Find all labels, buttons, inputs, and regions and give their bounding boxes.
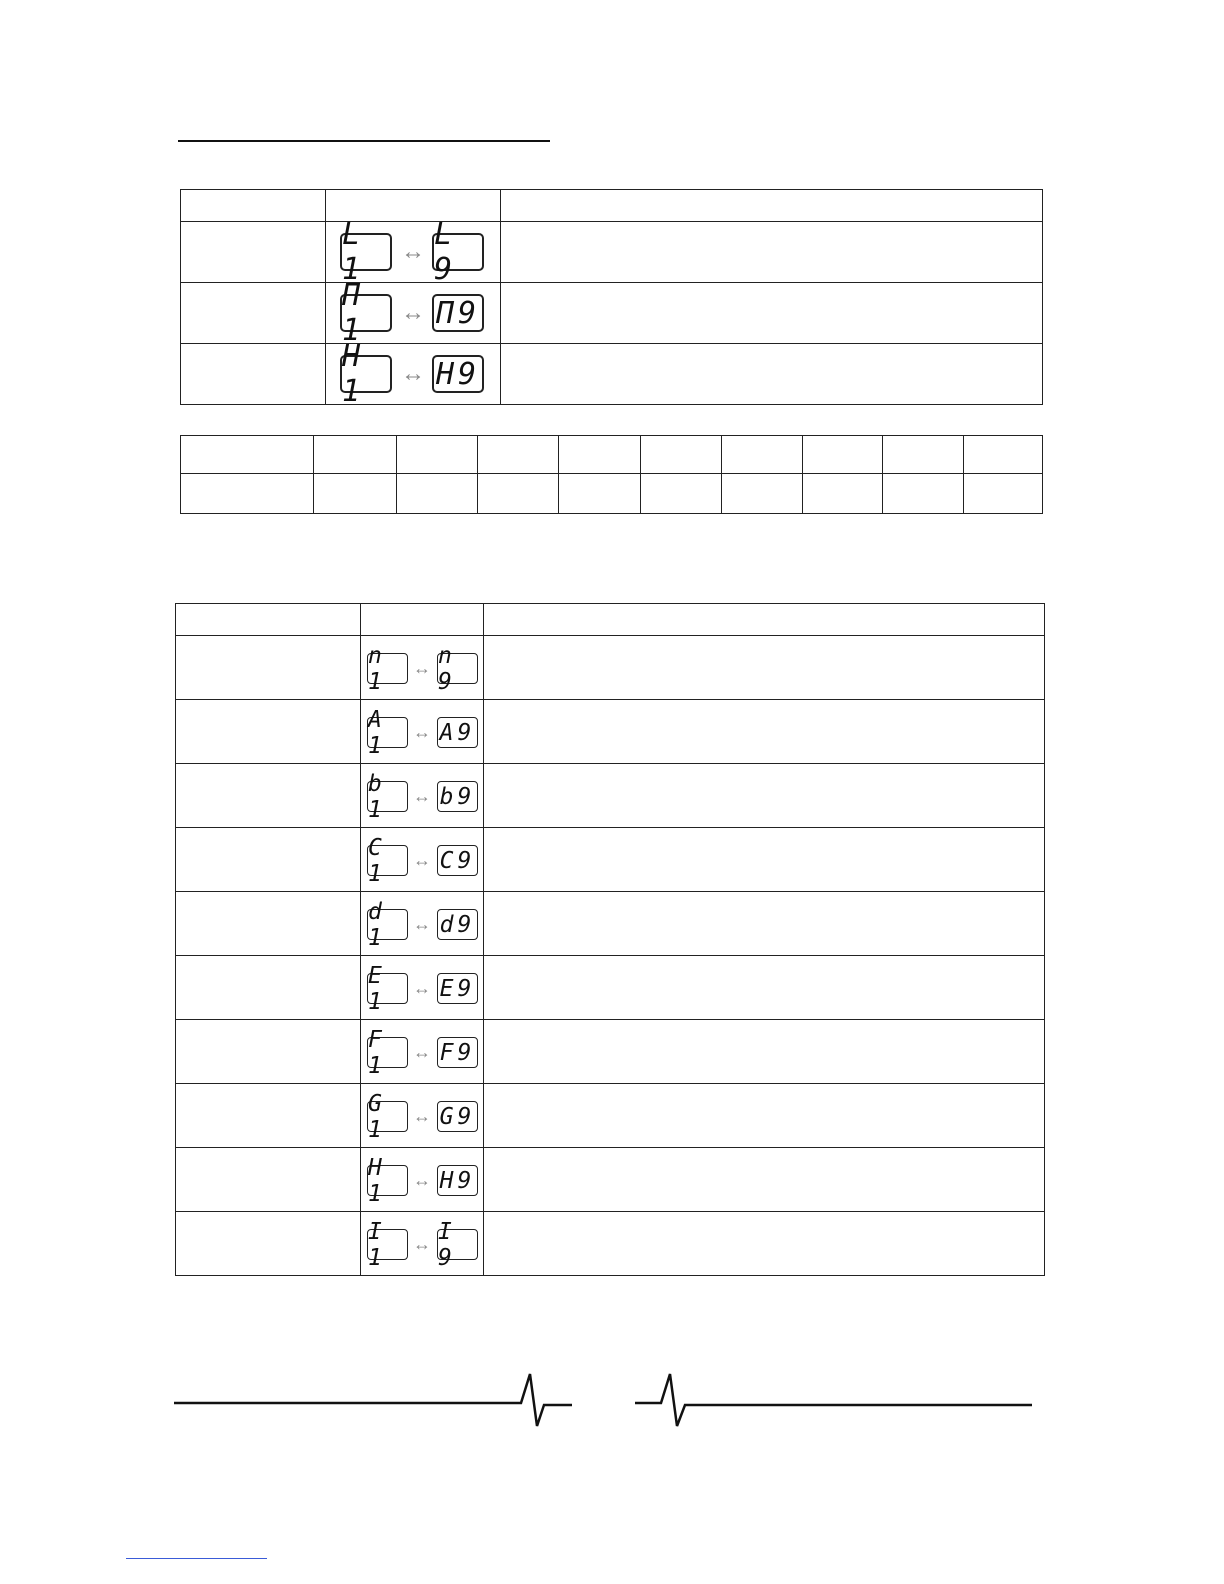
lcd-display-end: I 9 xyxy=(437,1229,478,1260)
header-cell xyxy=(361,604,484,636)
table-row xyxy=(181,436,1043,474)
display-range-cell xyxy=(326,217,501,287)
double-arrow-icon: ↔ xyxy=(413,1170,431,1190)
lcd-display-start: b 1 xyxy=(367,781,408,812)
double-arrow-icon: ↔ xyxy=(413,1234,431,1254)
display-range-cell xyxy=(326,278,501,348)
lcd-display-end: b9 xyxy=(437,781,478,812)
lcd-display-start: G 1 xyxy=(367,1101,408,1132)
double-arrow-icon: ↔ xyxy=(401,238,425,265)
lcd-display-start: I 1 xyxy=(367,1229,408,1260)
mode-table xyxy=(175,603,1045,1276)
lcd-display-end: E9 xyxy=(437,973,478,1004)
display-range-cell xyxy=(361,892,484,956)
header-cell xyxy=(181,190,326,222)
lcd-display-start: H 1 xyxy=(367,1165,408,1196)
display-range-cell xyxy=(361,1084,484,1148)
table-header-row xyxy=(176,604,1045,636)
lcd-display-start: Π 1 xyxy=(340,294,392,332)
lcd-display-end: H9 xyxy=(437,1165,478,1196)
double-arrow-icon: ↔ xyxy=(413,978,431,998)
table-row xyxy=(176,636,1045,700)
pulse-line-left xyxy=(174,1374,572,1426)
header-cell xyxy=(501,190,1043,222)
display-range-cell xyxy=(361,956,484,1020)
header-cell xyxy=(484,604,1045,636)
lcd-display-end: H9 xyxy=(432,355,484,393)
double-arrow-icon: ↔ xyxy=(413,914,431,934)
lcd-display-start: A 1 xyxy=(367,717,408,748)
lcd-display-start: H 1 xyxy=(340,355,392,393)
header-cell xyxy=(176,604,361,636)
display-range-cell xyxy=(326,339,501,409)
table-row xyxy=(176,700,1045,764)
blank-grid-table xyxy=(180,435,1043,514)
display-range-cell xyxy=(361,1020,484,1084)
display-range-cell xyxy=(361,1148,484,1212)
table-row xyxy=(181,283,1043,344)
lcd-display-end: F9 xyxy=(437,1037,478,1068)
double-arrow-icon: ↔ xyxy=(413,850,431,870)
table-row xyxy=(176,764,1045,828)
lcd-display-end: n 9 xyxy=(437,653,478,684)
pulse-line-right xyxy=(635,1374,1032,1426)
table-row xyxy=(181,222,1043,283)
table-row xyxy=(181,344,1043,405)
table-row xyxy=(176,1020,1045,1084)
display-range-cell xyxy=(361,764,484,828)
lcd-display-end: C9 xyxy=(437,845,478,876)
table-row xyxy=(176,1084,1045,1148)
display-range-cell xyxy=(361,700,484,764)
heading-underline xyxy=(178,140,550,142)
double-arrow-icon: ↔ xyxy=(413,722,431,742)
lcd-display-start: n 1 xyxy=(367,653,408,684)
lcd-display-end: G9 xyxy=(437,1101,478,1132)
table-row xyxy=(176,956,1045,1020)
footer-link-underline xyxy=(126,1558,267,1559)
table-row xyxy=(176,828,1045,892)
lcd-display-end: L 9 xyxy=(432,233,484,271)
lcd-display-start: E 1 xyxy=(367,973,408,1004)
double-arrow-icon: ↔ xyxy=(413,658,431,678)
double-arrow-icon: ↔ xyxy=(413,786,431,806)
double-arrow-icon: ↔ xyxy=(413,1042,431,1062)
table-row xyxy=(181,474,1043,514)
display-range-cell xyxy=(361,828,484,892)
lcd-display-end: Π9 xyxy=(432,294,484,332)
double-arrow-icon: ↔ xyxy=(401,299,425,326)
footer-pulse-line xyxy=(0,1360,1224,1440)
lcd-display-start: L 1 xyxy=(340,233,392,271)
lcd-display-start: d 1 xyxy=(367,909,408,940)
double-arrow-icon: ↔ xyxy=(413,1106,431,1126)
lcd-display-start: C 1 xyxy=(367,845,408,876)
table-row xyxy=(176,1212,1045,1276)
level-table xyxy=(180,189,1043,409)
table-header-row xyxy=(181,190,1043,222)
lcd-display-end: d9 xyxy=(437,909,478,940)
double-arrow-icon: ↔ xyxy=(401,360,425,387)
lcd-display-end: A9 xyxy=(437,717,478,748)
table-row xyxy=(176,1148,1045,1212)
lcd-display-start: F 1 xyxy=(367,1037,408,1068)
display-range-cell xyxy=(361,1212,484,1276)
table-row xyxy=(176,892,1045,956)
display-range-cell xyxy=(361,636,484,700)
